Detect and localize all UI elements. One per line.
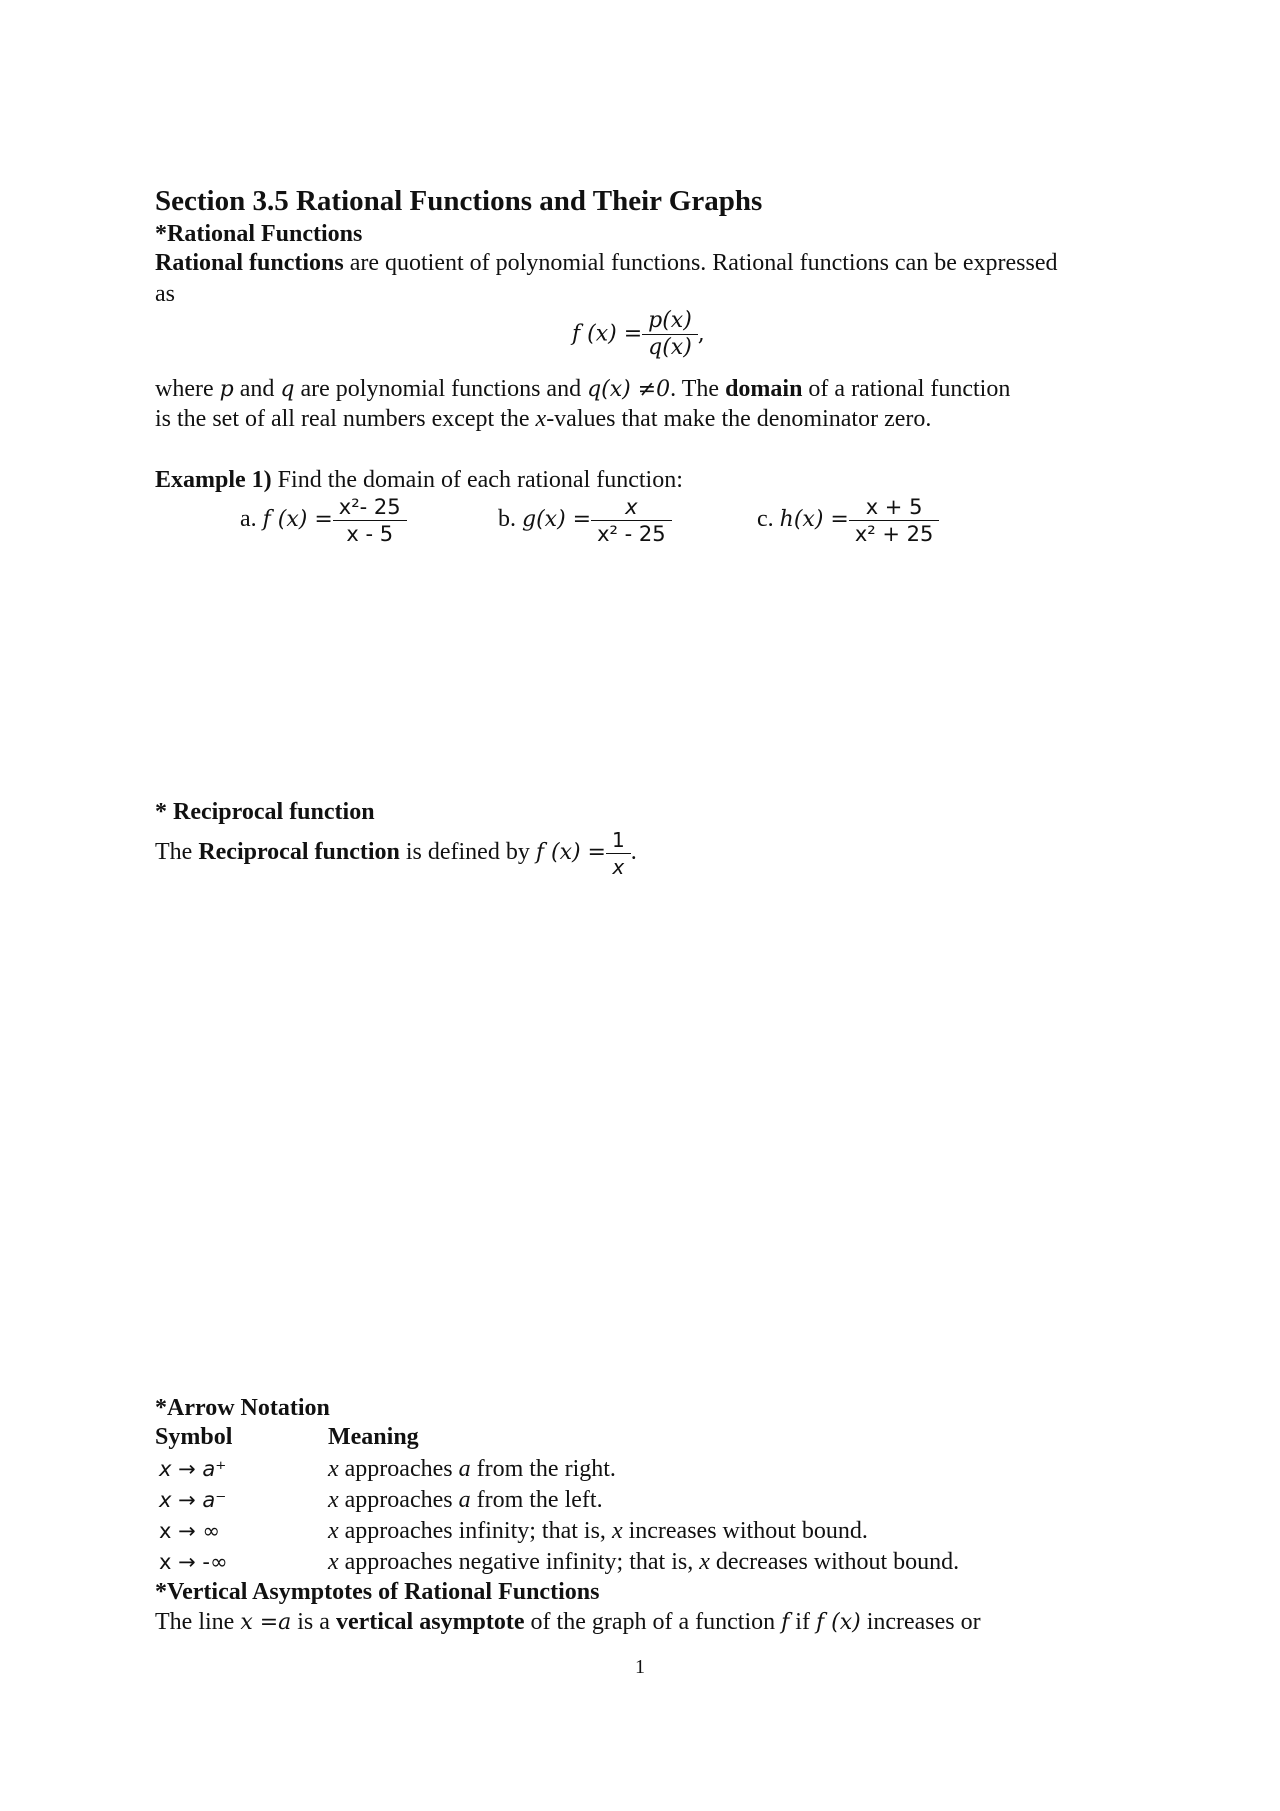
rational-formula — [572, 308, 705, 361]
example-c-numerator: x + 5 — [865, 495, 923, 519]
meaning-var: x — [328, 1518, 339, 1544]
arrow-symbol: x → -∞ — [159, 1550, 228, 1574]
example1-line — [155, 465, 683, 495]
vertical-text-4: if — [789, 1609, 816, 1635]
meaning-text-2: from the left. — [470, 1487, 603, 1513]
example-a-fraction — [333, 494, 407, 547]
vertical-term: vertical asymptote — [335, 1609, 525, 1635]
vertical-definition — [155, 1607, 981, 1638]
example-a-denominator: x - 5 — [333, 520, 407, 547]
reciprocal-term: Reciprocal function — [198, 839, 400, 866]
vertical-text-2: is a — [291, 1609, 336, 1635]
example-a-label: a. — [240, 506, 257, 533]
arrow-meaning — [328, 1516, 868, 1546]
example-b-denominator: x² - 25 — [591, 520, 672, 547]
vertical-fx: f (x) — [815, 1610, 861, 1635]
reciprocal-definition — [155, 827, 637, 880]
vertical-f: f — [781, 1610, 790, 1635]
reciprocal-tail: . — [630, 839, 637, 866]
meaning-var: x — [328, 1549, 339, 1575]
arrow-col-meaning: Meaning — [328, 1424, 419, 1450]
vertical-heading: *Vertical Asymptotes of Rational Functions — [155, 1579, 600, 1605]
domain-term: domain — [725, 376, 803, 402]
meaning-text-2: decreases without bound. — [709, 1549, 960, 1575]
vertical-equation: x =a — [240, 1610, 292, 1635]
example-b-numerator: x — [625, 495, 638, 519]
meaning-text: approaches — [338, 1487, 459, 1513]
meaning-text: approaches infinity; that is, — [338, 1518, 612, 1544]
meaning-var-2: a — [458, 1456, 471, 1482]
reciprocal-heading: * Reciprocal function — [155, 799, 375, 825]
example1-c — [757, 494, 939, 547]
meaning-var-2: x — [699, 1549, 710, 1575]
reciprocal-text-1: The — [155, 839, 199, 866]
page-number: 1 — [635, 1656, 645, 1678]
example1-a — [240, 494, 407, 547]
example-c-denominator: x² + 25 — [849, 520, 940, 547]
domain-text-1: is the set of all real numbers except the — [155, 406, 536, 432]
reciprocal-fraction — [606, 827, 631, 880]
vertical-text-5: increases or — [860, 1609, 981, 1635]
arrow-symbol: x → ∞ — [159, 1519, 220, 1543]
rational-term: Rational functions — [155, 250, 344, 276]
meaning-var-2: x — [611, 1518, 623, 1544]
q-not-zero: q(x) ≠0 — [587, 377, 671, 402]
and-text: and — [233, 376, 281, 402]
example-c-label: c. — [757, 506, 774, 533]
example-b-lhs: g(x) = — [522, 507, 592, 533]
where-text-2: are polynomial functions and — [294, 376, 588, 402]
example-b-label: b. — [498, 506, 516, 533]
meaning-text-2: increases without bound. — [622, 1518, 868, 1544]
rational-where-line — [155, 374, 1010, 405]
rational-domain-line — [155, 404, 931, 434]
p-variable: p — [219, 377, 234, 402]
intro-text: are quotient of polynomial functions. Rational functions can be expressed — [343, 250, 1058, 276]
meaning-var: x — [328, 1456, 339, 1482]
domain-text-2: -values that make the denominator zero. — [546, 406, 932, 432]
rational-intro-line1 — [155, 248, 1058, 278]
example1-label: Example 1) — [155, 467, 272, 493]
formula-numerator: p(x) — [648, 308, 692, 333]
reciprocal-numerator: 1 — [611, 828, 625, 852]
meaning-text-2: from the right. — [470, 1456, 616, 1482]
example-a-numerator: x²- 25 — [338, 495, 401, 519]
section-title: Section 3.5 Rational Functions and Their Graphs — [155, 185, 763, 217]
domain-x: x — [535, 406, 547, 432]
arrow-col-symbol: Symbol — [155, 1424, 233, 1450]
arrow-symbol: x → a⁺ — [159, 1457, 227, 1481]
meaning-var-2: a — [458, 1487, 471, 1513]
example-c-fraction — [849, 494, 940, 547]
formula-lhs: f (x) = — [572, 321, 643, 347]
reciprocal-text-2: is defined by — [399, 839, 536, 866]
example-b-fraction — [591, 494, 672, 547]
example1-text: Find the domain of each rational function: — [271, 467, 683, 493]
meaning-text: approaches — [338, 1456, 459, 1482]
formula-denominator: q(x) — [642, 334, 698, 361]
arrow-symbol: x → a⁻ — [159, 1488, 227, 1512]
rational-intro-line2: as — [155, 281, 175, 307]
example-c-lhs: h(x) = — [779, 507, 849, 533]
arrow-meaning — [328, 1485, 603, 1515]
arrow-heading: *Arrow Notation — [155, 1395, 330, 1421]
vertical-text-1: The line — [155, 1609, 241, 1635]
example1-b — [498, 494, 672, 547]
where-text: where — [155, 376, 220, 402]
where-text-3: . The — [670, 376, 726, 402]
reciprocal-lhs: f (x) = — [535, 840, 606, 866]
arrow-meaning — [328, 1547, 959, 1577]
vertical-text-3: of the graph of a function — [524, 1609, 782, 1635]
meaning-var: x — [328, 1487, 339, 1513]
example-a-lhs: f (x) = — [262, 507, 333, 533]
formula-fraction — [642, 308, 698, 361]
rational-heading: *Rational Functions — [155, 221, 363, 247]
arrow-meaning — [328, 1454, 616, 1484]
q-variable: q — [280, 377, 295, 402]
meaning-text: approaches negative infinity; that is, — [338, 1549, 700, 1575]
reciprocal-denominator: x — [606, 853, 631, 880]
formula-tail: , — [697, 321, 705, 347]
where-text-4: of a rational function — [802, 376, 1011, 402]
